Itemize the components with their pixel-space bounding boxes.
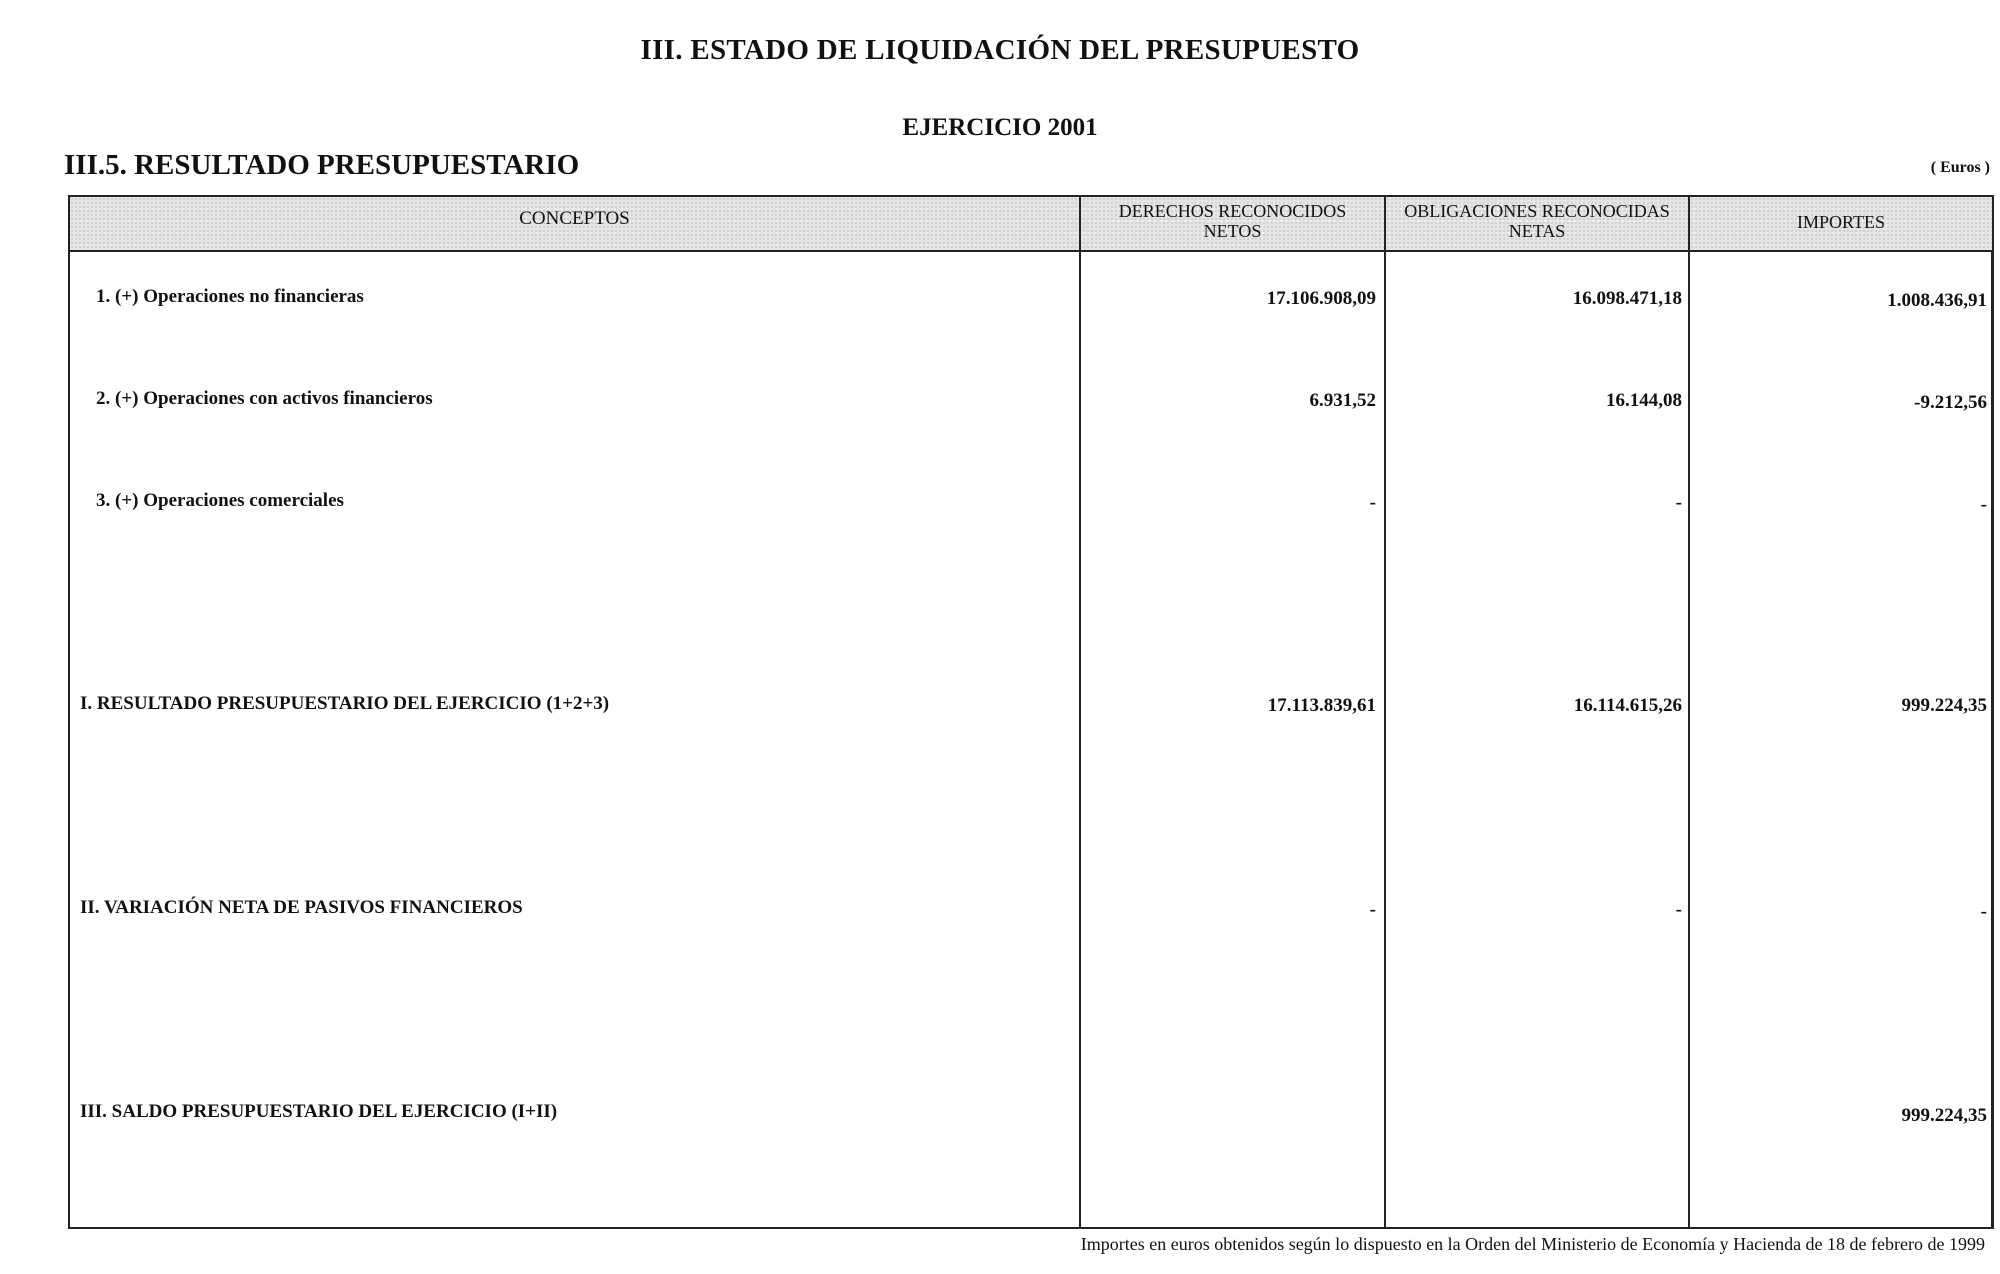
cell-derechos: -: [1369, 899, 1376, 920]
cell-obligaciones: -: [1675, 492, 1682, 513]
cell-obligaciones: 16.098.471,18: [1572, 288, 1682, 309]
row-label: II. VARIACIÓN NETA DE PASIVOS FINANCIEROS: [80, 897, 523, 918]
footnote: Importes en euros obtenidos según lo dispuesto en la Orden del Ministerio de Economía y Hacienda de 18 de febrero de 1999: [1080, 1234, 1985, 1254]
page-title: III. ESTADO DE LIQUIDACIÓN DEL PRESUPUESTO: [640, 34, 1360, 66]
exercise-year: EJERCICIO 2001: [902, 114, 1098, 141]
cell-obligaciones: 16.144,08: [1606, 390, 1682, 411]
cell-derechos: 17.113.839,61: [1267, 695, 1376, 716]
column-header-label: IMPORTES: [1797, 212, 1885, 232]
column-header-line: NETAS: [1508, 221, 1566, 241]
cell-obligaciones: -: [1675, 899, 1682, 920]
row-label: III. SALDO PRESUPUESTARIO DEL EJERCICIO (I+II): [80, 1101, 558, 1122]
cell-importes: -: [1980, 901, 1987, 922]
cell-derechos: 6.931,52: [1309, 390, 1376, 411]
column-header-line: OBLIGACIONES RECONOCIDAS: [1404, 201, 1670, 221]
cell-derechos: 17.106.908,09: [1266, 288, 1376, 309]
column-header-line: NETOS: [1203, 221, 1262, 241]
section-title: III.5. RESULTADO PRESUPUESTARIO: [64, 149, 580, 181]
column-header-obligaciones: [1386, 201, 1688, 241]
row-label: 1. (+) Operaciones no financieras: [96, 286, 364, 307]
cell-importes: 1.008.436,91: [1887, 290, 1987, 311]
cell-importes: 999.224,35: [1901, 1105, 1987, 1126]
cell-importes: -: [1980, 494, 1987, 515]
column-header-conceptos: [70, 209, 1079, 229]
cell-obligaciones: 16.114.615,26: [1573, 695, 1682, 716]
column-header-label: CONCEPTOS: [519, 208, 630, 229]
cell-importes: 999.224,35: [1901, 695, 1987, 716]
currency-unit: ( Euros ): [1930, 159, 1990, 176]
column-header-importes: [1690, 212, 1992, 232]
cell-derechos: -: [1369, 492, 1376, 513]
column-header-derechos: [1081, 201, 1384, 241]
cell-importes: -9.212,56: [1914, 392, 1987, 413]
row-label: I. RESULTADO PRESUPUESTARIO DEL EJERCICIO (1+2+3): [80, 693, 610, 714]
row-label: 3. (+) Operaciones comerciales: [96, 490, 344, 511]
column-header-line: DERECHOS RECONOCIDOS: [1118, 201, 1347, 221]
row-label: 2. (+) Operaciones con activos financieros: [96, 388, 433, 409]
